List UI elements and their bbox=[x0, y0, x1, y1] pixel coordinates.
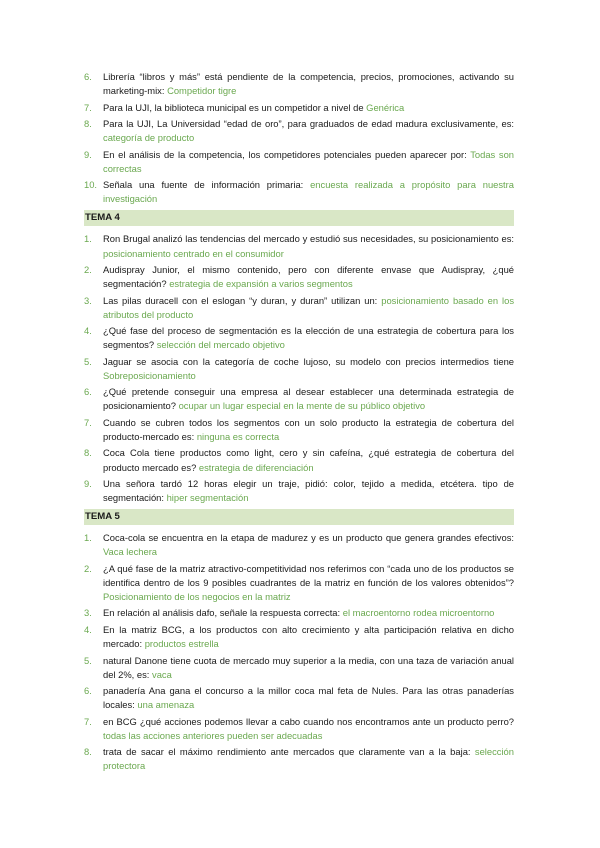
question-number: 2. bbox=[84, 263, 92, 275]
answer-text: Sobreposicionamiento bbox=[103, 369, 196, 381]
question-number: 7. bbox=[84, 416, 92, 428]
question-text: Para la UJI, la biblioteca municipal es un competidor a nivel de bbox=[103, 101, 364, 113]
question-number: 9. bbox=[84, 478, 92, 490]
question-text: Librería “libros y más” está pendiente de la competencia, precios, promociones, activando su marketing-mix: bbox=[103, 71, 514, 97]
question-number: 6. bbox=[84, 71, 92, 82]
section-heading-tema-5: TEMA 5 bbox=[84, 509, 514, 525]
answer-text: vaca bbox=[152, 668, 172, 680]
question-number: 2. bbox=[84, 562, 92, 574]
question-item bbox=[84, 745, 514, 773]
answer-text: ocupar un lugar especial en la mente de su público objetivo bbox=[178, 400, 426, 412]
question-item bbox=[84, 606, 514, 620]
question-number: 4. bbox=[84, 623, 92, 635]
question-number: 8. bbox=[84, 447, 92, 459]
answer-text: hiper segmentación bbox=[166, 492, 249, 504]
question-text: Ron Brugal analizó las tendencias del mercado y estudió sus necesidades, su posicionamiento es: bbox=[103, 233, 514, 245]
question-number: 6. bbox=[84, 685, 92, 697]
question-item bbox=[84, 70, 514, 98]
question-item bbox=[84, 531, 514, 559]
question-text: en BCG ¿qué acciones podemos llevar a cabo cuando nos encontramos ante un producto perro? bbox=[103, 715, 514, 727]
question-item bbox=[84, 715, 514, 743]
answer-text: estrategia de diferenciación bbox=[198, 461, 314, 473]
question-number: 7. bbox=[84, 715, 92, 727]
answer-text: selección del mercado objetivo bbox=[156, 339, 285, 351]
question-item bbox=[84, 355, 514, 383]
answer-text: selección protectora bbox=[103, 746, 514, 772]
question-number: 3. bbox=[84, 607, 92, 619]
question-item bbox=[84, 562, 514, 604]
question-text: Coca-cola se encuentra en la etapa de madurez y es un producto que genera grandes efectivos: bbox=[103, 532, 514, 544]
question-item bbox=[84, 684, 514, 712]
question-number: 4. bbox=[84, 325, 92, 337]
question-number: 7. bbox=[84, 101, 92, 113]
question-number: 1. bbox=[84, 532, 92, 544]
answer-text: posicionamiento basado en los atributos del producto bbox=[103, 294, 515, 320]
question-number: 3. bbox=[84, 294, 92, 306]
question-text: ¿Qué fase del proceso de segmentación es la elección de una estrategia de cobertura para los segmentos? bbox=[103, 325, 514, 351]
question-text: ¿A qué fase de la matriz atractivo-competitividad nos referimos con “cada uno de los productos se identifica dentro de los 9 posibles cuadrantes de la matriz en función de los valores obtenidos”? bbox=[103, 562, 514, 588]
answer-text: Vaca lechera bbox=[103, 546, 158, 558]
question-item bbox=[84, 446, 514, 474]
question-item bbox=[84, 263, 514, 291]
question-text: Audispray Junior, el mismo contenido, pero con diferente envase que Audispray, ¿qué segmentación? bbox=[103, 263, 514, 290]
document-page bbox=[84, 70, 514, 776]
question-text: En el análisis de la competencia, los competidores potenciales pueden aparecer por: bbox=[103, 148, 467, 160]
question-item bbox=[84, 654, 514, 682]
question-item bbox=[84, 324, 514, 352]
question-text: Para la UJI, La Universidad “edad de oro”, para graduados de edad madura exclusivamente, es: bbox=[103, 118, 514, 130]
question-number: 10. bbox=[84, 179, 98, 191]
question-text: Señala una fuente de información primaria: bbox=[103, 179, 304, 191]
answer-text: encuesta realizada a propósito para nuestra investigación bbox=[103, 179, 514, 205]
question-item bbox=[84, 477, 514, 505]
answer-text: posicionamiento centrado en el consumidor bbox=[103, 247, 284, 259]
question-number: 6. bbox=[84, 386, 92, 398]
question-text: Una señora tardó 12 horas elegir un traje, pidió: color, tejido a medida, etcétera. tipo de segmentación: bbox=[103, 478, 514, 504]
question-item bbox=[84, 117, 514, 145]
question-item bbox=[84, 294, 514, 322]
question-text: natural Danone tiene cuota de mercado muy superior a la media, con una taza de variación anual del 2%, es: bbox=[103, 654, 514, 680]
question-text: ¿Qué pretende conseguir una empresa al desear establecer una determinada estrategia de posicionamiento? bbox=[103, 386, 514, 412]
question-text: Jaguar se asocia con la categoría de coche lujoso, su modelo con precios intermedios tiene bbox=[103, 355, 514, 367]
question-text: En la matriz BCG, a los productos con alto crecimiento y alta participación relativa en dicho mercado: bbox=[103, 623, 514, 650]
answer-text: productos estrella bbox=[144, 638, 219, 650]
question-item bbox=[84, 178, 514, 206]
question-item bbox=[84, 385, 514, 413]
question-text: En relación al análisis dafo, señale la respuesta correcta: bbox=[103, 607, 341, 619]
answer-text: Posicionamiento de los negocios en la matriz bbox=[103, 590, 291, 602]
answer-text: Competidor tigre bbox=[167, 85, 237, 97]
answer-text: Genérica bbox=[366, 101, 405, 113]
question-item bbox=[84, 416, 514, 444]
question-list-tema-4 bbox=[84, 232, 514, 505]
question-item bbox=[84, 101, 514, 115]
question-list-previous bbox=[84, 70, 514, 206]
answer-text: categoría de producto bbox=[103, 132, 195, 144]
question-number: 5. bbox=[84, 654, 92, 666]
question-text: trata de sacar el máximo rendimiento ante mercados que claramente van a la baja: bbox=[103, 746, 471, 758]
question-number: 8. bbox=[84, 746, 92, 758]
question-number: 9. bbox=[84, 148, 92, 160]
question-text: Coca Cola tiene productos como light, cero y sin cafeína, ¿qué estrategia de cobertura del producto mercado es? bbox=[103, 447, 514, 473]
answer-text: Todas son correctas bbox=[103, 148, 514, 174]
question-number: 1. bbox=[84, 233, 92, 245]
question-text: Las pilas duracell con el eslogan “y duran, y duran” utilizan un: bbox=[103, 294, 378, 306]
question-text: panadería Ana gana el concurso a la millor coca mal feta de Nules. Para las otras panaderías locales: bbox=[103, 685, 514, 711]
question-item bbox=[84, 232, 514, 260]
question-list-tema-5 bbox=[84, 531, 514, 773]
answer-text: el macroentorno rodea microentorno bbox=[342, 607, 495, 619]
question-number: 5. bbox=[84, 355, 92, 367]
question-text: Cuando se cubren todos los segmentos con un solo producto la estrategia de cobertura del producto-mercado es: bbox=[103, 416, 514, 442]
answer-text: estrategia de expansión a varios segmentos bbox=[169, 278, 353, 290]
question-number: 8. bbox=[84, 118, 92, 130]
section-heading-tema-4: TEMA 4 bbox=[84, 210, 514, 226]
answer-text: todas las acciones anteriores pueden ser adecuadas bbox=[103, 729, 323, 741]
question-item bbox=[84, 148, 514, 176]
question-item bbox=[84, 623, 514, 651]
answer-text: ninguna es correcta bbox=[196, 430, 280, 442]
answer-text: una amenaza bbox=[137, 699, 195, 711]
